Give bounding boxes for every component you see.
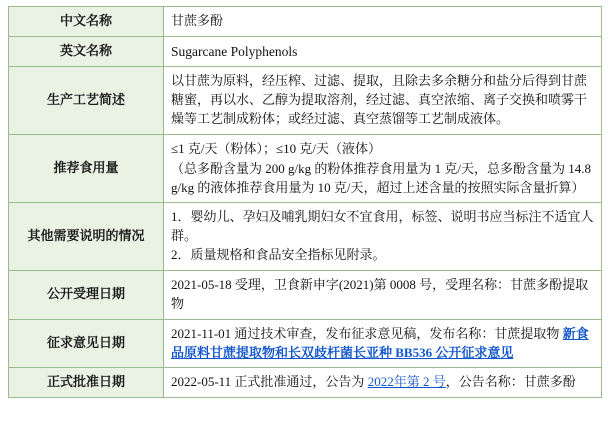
table-row [9,7,602,37]
row-value-approval-date [164,368,602,398]
table-row [9,203,602,271]
table-row [9,271,602,320]
row-label-process-summary: 生产工艺简述 [9,67,164,135]
row-value-english-name: Sugarcane Polyphenols [164,36,602,67]
row-label-other-notes: 其他需要说明的情况 [9,203,164,271]
row-value-recommended-intake [164,134,602,203]
note-line-2: 2．质量规格和食品安全指标见附录。 [171,247,386,263]
row-label-chinese-name: 中文名称 [9,7,164,37]
row-label-approval-date: 正式批准日期 [9,368,164,398]
row-value-acceptance-date: 2021-05-18 受理，卫食新申字(2021)第 0008 号，受理名称：甘蔗多酚提取物 [164,271,602,320]
table-row [9,134,602,203]
approval-date-prefix: 2022-05-11 正式批准通过，公告为 [171,374,368,390]
table-row [9,67,602,135]
approval-announcement-link[interactable]: 2022年第 2 号 [367,374,446,390]
intake-line-1: ≤1 克/天（粉体）；≤10 克/天（液体） [171,140,381,156]
row-value-comment-date [164,319,602,368]
comment-date-text: 2021-11-01 通过技术审查，发布征求意见稿，发布名称：甘蔗提取物 [171,325,560,341]
table-row [9,36,602,67]
row-value-other-notes [164,203,602,271]
row-label-english-name: 英文名称 [9,36,164,67]
table-row [9,319,602,368]
note-line-1: 1．婴幼儿、孕妇及哺乳期妇女不宜食用，标签、说明书应当标注不适宜人群。 [171,209,594,244]
table-row [9,368,602,398]
row-label-comment-date: 征求意见日期 [9,319,164,368]
row-value-chinese-name: 甘蔗多酚 [164,7,602,37]
row-label-recommended-intake: 推荐食用量 [9,134,164,203]
row-label-acceptance-date: 公开受理日期 [9,271,164,320]
row-value-process-summary: 以甘蔗为原料，经压榨、过滤、提取，且除去多余糖分和盐分后得到甘蔗糖蜜，再以水、乙醇为提取溶剂，经过滤、真空浓缩、离子交换和喷雾干燥等工艺制成粉体；或经过滤、真空蒸馏等工艺制成液体。 [164,67,602,135]
intake-line-2: （总多酚含量为 200 g/kg 的粉体推荐食用量为 1 克/天，总多酚含量为 14.8 g/kg 的液体推荐食用量为 10 克/天，超过上述含量的按照实际含量折算） [171,160,591,195]
comment-notice-link[interactable]: 新食品原料甘蔗提取物和长双歧杆菌长亚种 BB536 公开征求意见 [171,325,589,360]
approval-date-suffix: ，公告名称：甘蔗多酚 [445,374,576,390]
new-food-ingredient-table [8,6,602,398]
